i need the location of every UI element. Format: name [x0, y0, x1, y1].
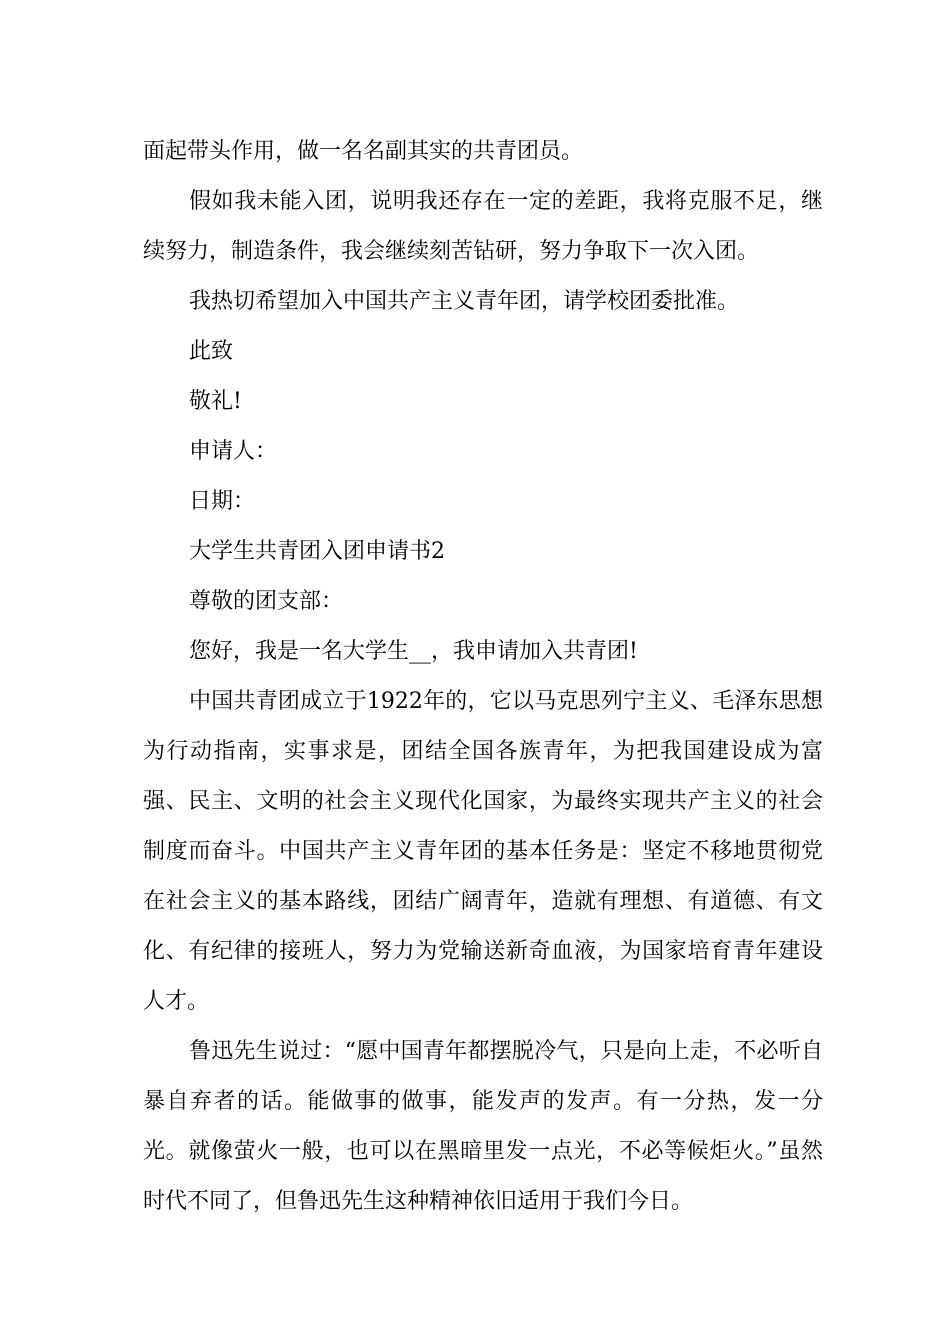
date-label: 日期：	[189, 489, 256, 514]
paragraph-request: 我热切希望加入中国共产主义青年团，请学校团委批准。	[189, 289, 740, 314]
paragraph-history: 中国共青团成立于1922年的，它以马克思列宁主义、毛泽东思想为行动指南，实事求是，团结全国各族青年，为把我国建设成为富强、民主、文明的社会主义现代化国家，为最终实现共产主义的社会制度而奋斗。中国共产主义青年团的基本任务是：坚定不移地贯彻党在社会主义的基本路线，团结广阔青年，造就有理想、有道德、有文化、有纪律的接班人，努力为党输送新奇血液，为国家培育青年建设人才。	[143, 689, 823, 1014]
paragraph-quote: 鲁迅先生说过：“愿中国青年都摆脱冷气，只是向上走，不必听自暴自弃者的话。能做事的做事，能发声的发声。有一分热，发一分光。就像萤火一般，也可以在黑暗里发一点光，不必等候炬火。”虽然时代不同了，但鲁迅先生这种精神依旧适用于我们今日。	[143, 1039, 823, 1214]
closing-regards: 敬礼!	[189, 389, 242, 414]
section-title: 大学生共青团入团申请书2	[189, 539, 445, 564]
paragraph-commitment: 假如我未能入团，说明我还存在一定的差距，我将克服不足，继续努力，制造条件，我会继续刻苦钻研，努力争取下一次入团。	[143, 189, 823, 264]
greeting: 尊敬的团支部：	[189, 589, 344, 614]
paragraph-continuation: 面起带头作用，做一名名副其实的共青团员。	[143, 139, 584, 164]
document-body	[143, 127, 823, 1227]
applicant-label: 申请人：	[189, 439, 278, 464]
closing-salutation: 此致	[189, 339, 234, 364]
introduction: 您好，我是一名大学生__，我申请加入共青团!	[189, 639, 638, 664]
